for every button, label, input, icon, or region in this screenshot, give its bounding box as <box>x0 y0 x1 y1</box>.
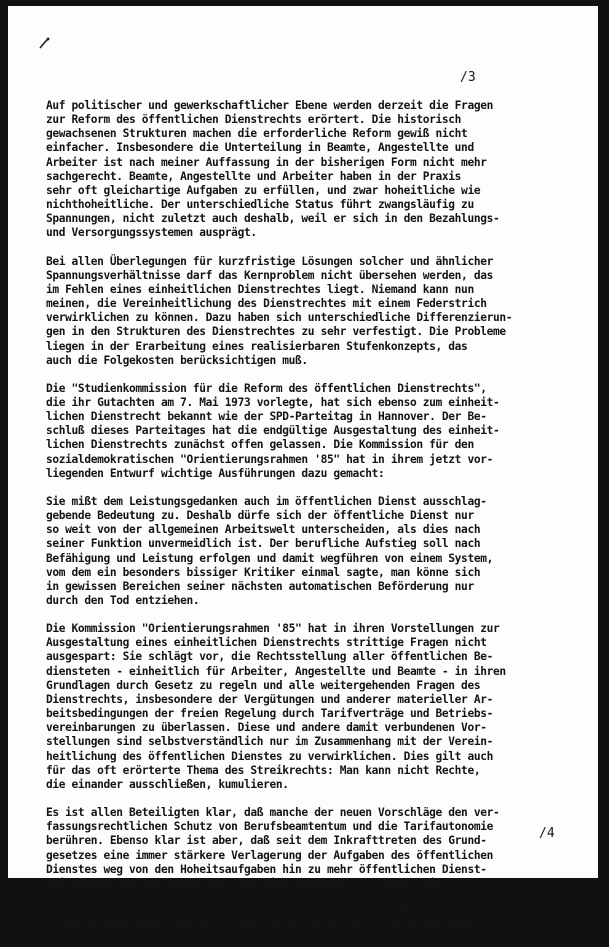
text-line: Spannungsverhältnisse darf das Kernproblem nicht übersehen werden, das <box>46 268 493 282</box>
text-line: vereinbarungen zu überlassen. Diese und andere damit verbundenen Vor- <box>46 721 487 735</box>
text-line: ausgespart: Sie schlägt vor, die Rechtsstellung aller öffentlichen Be- <box>46 650 493 664</box>
text-line: gesetzes eine immer stärkere Verlagerung der Aufgaben des öffentlichen <box>46 848 493 862</box>
text-line: sachgerecht. Beamte, Angestellte und Arbeiter haben in der Praxis <box>46 169 462 183</box>
text-line: Ausgestaltung eines einheitlichen Dienstrechts strittige Fragen nicht <box>46 636 487 650</box>
text-line: sozialdemokratischen "Orientierungsrahmen '85" hat in ihrem jetzt vor- <box>46 452 493 466</box>
text-line: Die Kommission "Orientierungsrahmen '85" hat in ihren Vorstellungen zur <box>46 622 500 636</box>
text-line: stellungen sind selbstverständlich nur im Zusammenhang mit der Verein- <box>46 735 493 749</box>
text-line: auch die Folgekosten berücksichtigen muß. <box>46 353 308 367</box>
text-line: Die Einführung eines vernünftig ausgestatteten so beschaffenen einheit- <box>46 904 500 918</box>
text-line: Auf politischer und gewerkschaftlicher Ebene werden derzeit die Fragen <box>46 99 493 112</box>
text-line: Sie mißt dem Leistungsgedanken auch im öffentlichen Dienst ausschlag- <box>46 494 487 508</box>
text-line: für das oft erörterte Thema des Streikrechts: Man kann nicht Rechte, <box>46 763 481 777</box>
text-line: Dienstes weg von den Hoheitsaufgaben hin zu mehr öffentlichen Dienst- <box>46 862 487 876</box>
text-line: gebende Bedeutung zu. Deshalb dürfe sich der öffentliche Dienst nur <box>46 509 474 523</box>
continuation-marker: /4 <box>539 826 555 841</box>
text-line: die ihr Gutachten am 7. Mai 1973 vorlegte, hat sich ebenso zum einheit- <box>46 395 500 409</box>
text-line: schluß dieses Parteitages hat die endgültige Ausgestaltung des einheit- <box>46 424 500 438</box>
text-line: im Fehlen eines einheitlichen Dienstrechtes liegt. Niemand kann nun <box>46 282 474 296</box>
text-line: nichthoheitliche. Der unterschiedliche Status führt zwangsläufig zu <box>46 198 474 212</box>
text-line: durch den Tod entziehen. <box>46 594 200 607</box>
paragraph <box>46 99 576 241</box>
text-line: Bei allen Überlegungen für kurzfristige Lösungen solcher und ähnlicher <box>46 254 493 268</box>
text-line: vom dem ein besonders bissiger Kritiker einmal sagte, man könne sich <box>46 565 481 579</box>
text-line: zur Reform des öffentlichen Dienstrechts erörtert. Die historisch <box>46 113 462 127</box>
paragraph <box>46 806 576 891</box>
document-body <box>46 99 576 947</box>
ink-mark-icon <box>38 36 52 50</box>
text-line: meinen, die Vereinheitlichung des Dienstrechtes mit einem Federstrich <box>46 297 487 311</box>
text-line: beitsbedingungen der freien Regelung durch Tarifverträge und Betriebs- <box>46 707 493 721</box>
text-line: verwirklichen zu können. Dazu haben sich unterschiedliche Differenzierun- <box>46 311 513 325</box>
text-line: Befähigung und Leistung erfolgen und damit wegführen von einem System, <box>46 551 493 565</box>
text-line: lichen Dienstrecht bekannt wie der SPD-Parteitag in Hannover. Der Be- <box>46 410 487 424</box>
paragraph <box>46 622 576 792</box>
text-line: so weit von der allgemeinen Arbeitswelt unterscheiden, als dies nach <box>46 523 481 537</box>
text-line: Arbeiter ist nach meiner Auffassung in der bisherigen Form nicht mehr <box>46 155 487 169</box>
text-line: lichen Dienstrechts ist aus meiner Sicht nicht für einen Alleingang <box>46 919 474 933</box>
paragraph <box>46 255 576 368</box>
text-line: liegenden Entwurf wichtige Ausführungen dazu gemacht: <box>46 466 385 480</box>
text-line: heitlichung des öffentlichen Dienstes zu verwirklichen. Dies gilt auch <box>46 749 493 763</box>
text-line: berühren. Ebenso klar ist aber, daß seit dem Inkrafttreten des Grund- <box>46 834 487 848</box>
text-line: sehr oft gleichartige Aufgaben zu erfüllen, und zwar hoheitliche wie <box>46 183 481 197</box>
text-line: leistungen stattgefunden hat. Dem wird Rechnung zu tragen sein. <box>46 876 449 890</box>
text-line: lichen Dienstrechts zunächst offen gelassen. Die Kommission für den <box>46 438 474 452</box>
paragraph <box>46 495 576 608</box>
text-line: einfacher. Insbesondere die Unterteilung in Beamte, Angestellte und <box>46 141 474 155</box>
text-line: und Versorgungssystemen ausprägt. <box>46 226 257 240</box>
text-line: seiner Funktion unvermeidlich ist. Der berufliche Aufstieg soll nach <box>46 537 481 551</box>
text-line: in gewissen Bereichen seiner nächsten automatischen Beförderung nur <box>46 579 474 593</box>
document-page <box>8 6 598 933</box>
text-line: Spannungen, nicht zuletzt auch deshalb, weil er sich in den Bezahlungs- <box>46 212 500 226</box>
text-line: gen in den Strukturen des Dienstrechtes zu sehr verfestigt. Die Probleme <box>46 325 506 339</box>
text-line: Es ist allen Beteiligten klar, daß manche der neuen Vorschläge den ver- <box>46 806 500 820</box>
paragraph <box>46 905 576 933</box>
text-line: die einander ausschließen, kumulieren. <box>46 777 289 791</box>
page-number: /3 <box>460 70 476 85</box>
paragraph <box>46 382 576 481</box>
text-line: Die "Studienkommission für die Reform des öffentlichen Dienstrechts", <box>46 381 487 395</box>
text-line: fassungsrechtlichen Schutz von Berufsbeamtentum und die Tarifautonomie <box>46 820 493 834</box>
text-line: liegen in der Erarbeitung eines realisierbaren Stufenkonzepts, das <box>46 339 468 353</box>
text-line: gewachsenen Strukturen machen die erforderliche Reform gewiß nicht <box>46 127 468 141</box>
text-line: Grundlagen durch Gesetz zu regeln und alle weitergehenden Fragen des <box>46 678 481 692</box>
text-line: Dienstrechts, insbesondere der Vergütungen und anderer materieller Ar- <box>46 692 493 706</box>
text-line: diensteten - einheitlich für Arbeiter, Angestellte und Beamte - in ihren <box>46 664 506 678</box>
